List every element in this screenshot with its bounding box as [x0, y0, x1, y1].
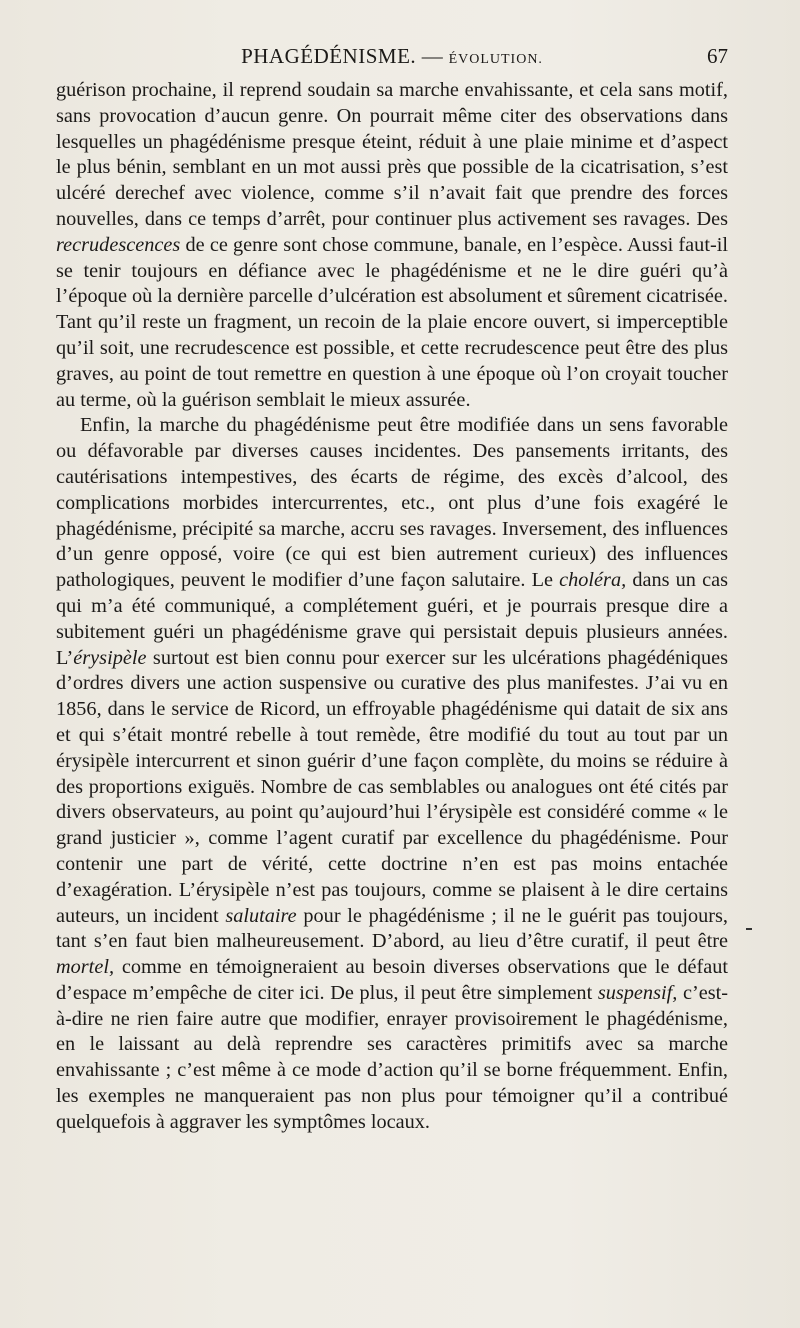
body-text [56, 78, 728, 1136]
running-title-main: PHAGÉDÉNISME. [241, 44, 417, 68]
italic-term: choléra, [559, 569, 627, 592]
running-title-dash: — [416, 44, 449, 68]
paragraph-1 [56, 78, 728, 413]
text-run: c’est-à-dire ne rien faire autre que modifier, enrayer provisoirement le phagédénisme, en le laissant au delà reprendre ses caractères primitifs avec sa marche envahissante ; c’est même à ce mode d’action qu’il se borne fréquemment. Enfin, les exemples ne manqueraient pas non plus pour témoigner qu’il a contribué quelquefois à aggraver les symptômes locaux. [56, 981, 728, 1133]
text-run: pour le phagédénisme ; il ne le guérit pas toujours, tant s’en faut bien malheureusement. D’abord, au lieu d’être curatif, il peut être [56, 904, 728, 953]
italic-term: recrudescences [56, 233, 181, 256]
running-title [56, 44, 728, 69]
running-title-section: ÉVOLUTION. [448, 52, 543, 67]
text-run: dans un cas qui m’a été communiqué, a complétement guéri, et je pourrais presque dire a subitement guéri un phagédénisme grave qui persistait depuis plusieurs années. L’ [56, 569, 728, 669]
text-run: Enfin, la marche du phagédénisme peut être modifiée dans un sens favorable ou défavorable par diverses causes incidentes. Des pansements irritants, des cautérisations intempestives, des écarts de régime, des excès d’alcool, des complications morbides intercurrentes, etc., ont plus d’une fois exagéré le phagédénisme, précipité sa marche, accru ses ravages. Inversement, des influences d’un genre opposé, voire (ce qui est bien autrement curieux) des influences pathologiques, peuvent le modifier d’une façon salutaire. Le [56, 414, 728, 592]
paragraph-2 [56, 413, 728, 1135]
margin-mark [746, 928, 752, 930]
page-number: 67 [707, 44, 728, 68]
italic-term: érysipèle [73, 646, 147, 669]
italic-term: salutaire [225, 904, 297, 927]
italic-term: mortel, [56, 956, 115, 979]
running-header [56, 44, 728, 74]
text-run: comme en témoigneraient au besoin diverses observations que le défaut d’espace m’empêche de citer ici. De plus, il peut être simplement [56, 956, 728, 1004]
text-run: surtout est bien connu pour exercer sur les ulcérations phagédéniques d’ordres divers une action suspensive ou curative des plus manifestes. J’ai vu en 1856, dans le service de Ricord, un effroyable phagédénisme qui datait de six ans et qui s’était montré rebelle à tout remède, être modifié du tout au tout par un érysipèle intercurrent et sinon guérir d’une façon complète, du moins se réduire à des proportions exiguës. Nombre de cas semblables ou analogues ont été cités par divers observateurs, au point qu’aujourd’hui l’érysipèle est considéré comme « le grand justicier », comme l’agent curatif par excellence du phagédénisme. Pour contenir une part de vérité, cette doctrine n’en est pas moins entachée d’exagération. L’érysipèle n’est pas toujours, comme se plaisent à le dire certains auteurs, un incident [56, 646, 728, 927]
italic-term: suspensif, [597, 981, 678, 1004]
text-run: de ce genre sont chose commune, banale, en l’espèce. Aussi faut-il se tenir toujours en défiance avec le phagédénisme et ne le dire guéri qu’à l’époque où la dernière parcelle d’ulcération est absolument et sûrement cicatrisée. Tant qu’il reste un fragment, un recoin de la plaie encore ouvert, si imperceptible qu’il soit, une recrudescence est possible, et cette recrudescence peut être des plus graves, au point de tout remettre en question à une époque où l’on croyait toucher au terme, où la guérison semblait le mieux assurée. [56, 233, 728, 411]
text-run: guérison prochaine, il reprend soudain sa marche envahissante, et cela sans motif, sans provocation d’aucun genre. On pourrait même citer des observations dans lesquelles un phagédénisme presque éteint, réduit à une plaie minime et d’aspect le plus bénin, semblant en un mot aussi près que possible de la cicatrisation, s’est ulcéré derechef avec violence, comme s’il n’avait fait que prendre des forces nouvelles, dans ce temps d’arrêt, pour continuer plus activement ses ravages. Des [56, 79, 728, 230]
